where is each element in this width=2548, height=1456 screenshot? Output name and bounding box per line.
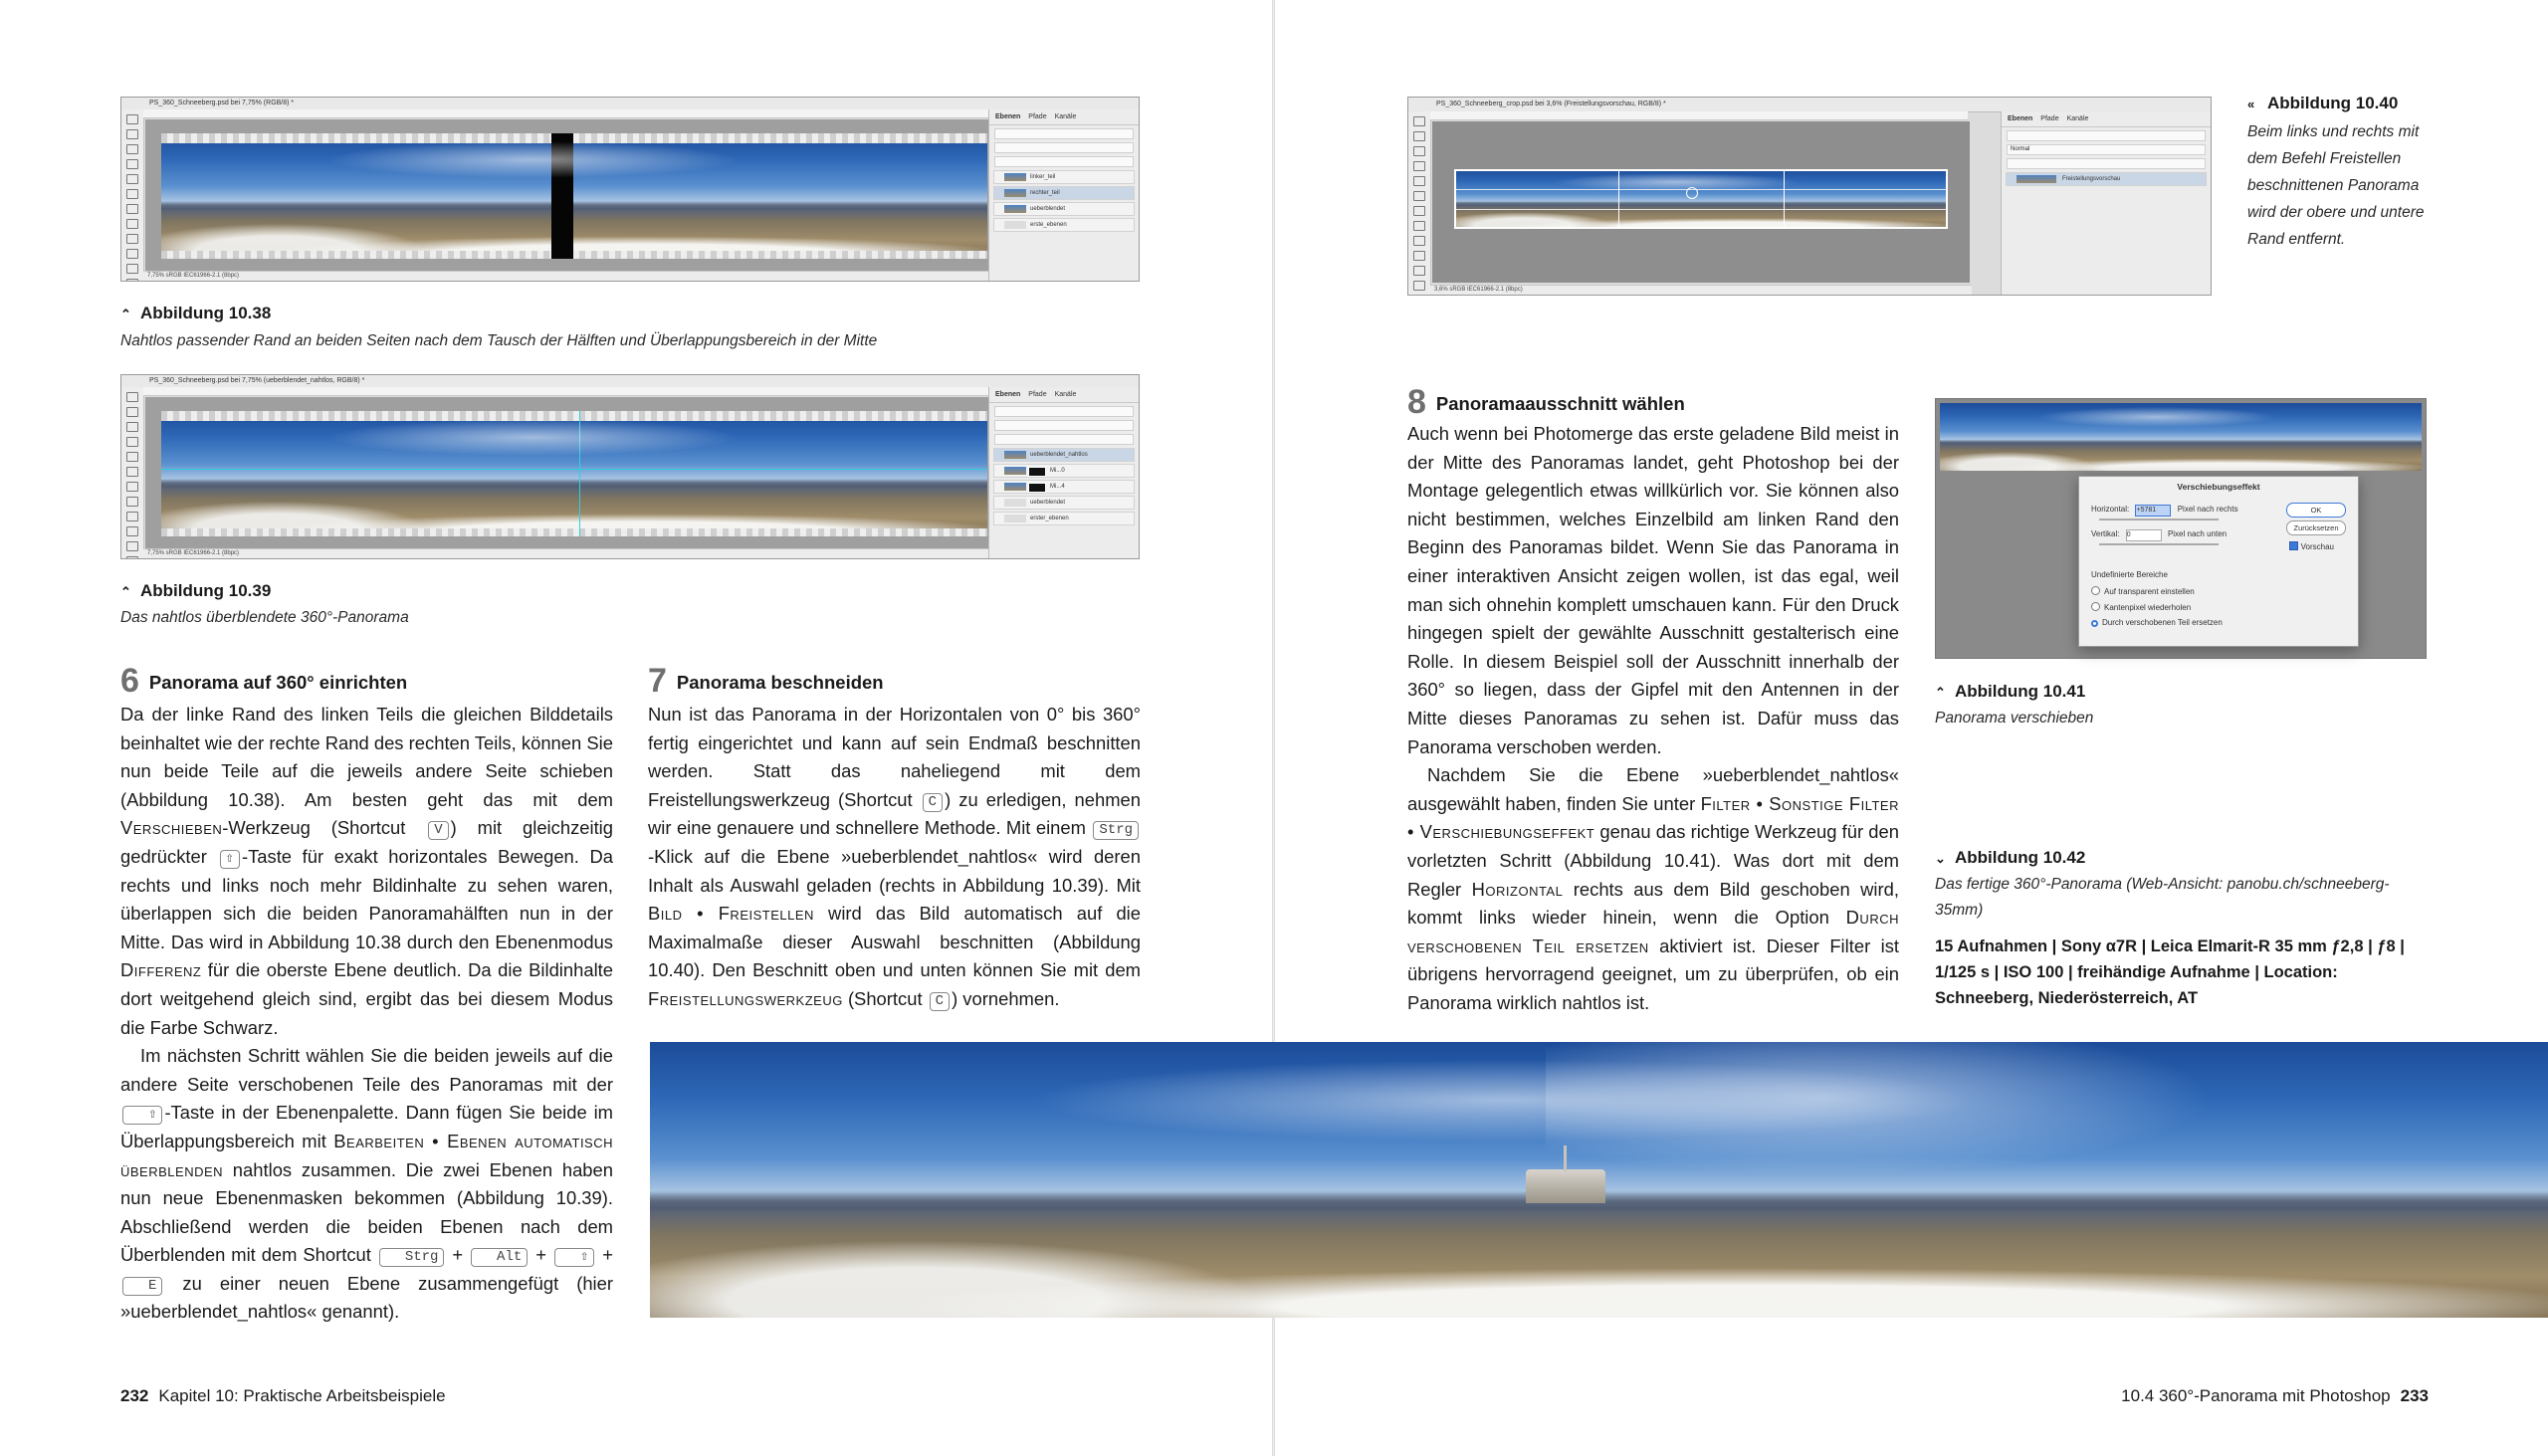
horizontal-slider[interactable] bbox=[2099, 519, 2219, 520]
radio-wrap-around[interactable]: Durch verschobenen Teil ersetzen bbox=[2091, 618, 2223, 627]
horizontal-input[interactable]: +5781 bbox=[2135, 505, 2171, 517]
tab-paths[interactable]: Pfade bbox=[2040, 115, 2059, 122]
ruler bbox=[143, 387, 1103, 396]
layer-item[interactable]: Freistellungsvorschau bbox=[2006, 172, 2207, 186]
antenna bbox=[1564, 1145, 1567, 1171]
dialog-title: Verschiebungseffekt bbox=[2177, 482, 2260, 492]
window-title: PS_360_Schneeberg.psd bei 7,75% (RGB/8) * bbox=[121, 98, 1139, 110]
caption-label: « Abbildung 10.40 bbox=[2247, 94, 2399, 112]
caption-label: ⌃ Abbildung 10.41 bbox=[1935, 682, 2086, 701]
caption-label: ⌃ Abbildung 10.38 bbox=[120, 304, 272, 322]
layer-item[interactable]: erste_ebenen bbox=[993, 218, 1135, 232]
layer-item[interactable]: Mi...0 bbox=[993, 464, 1135, 478]
tab-layers[interactable]: Ebenen bbox=[995, 113, 1021, 120]
caption-text: Nahtlos passender Rand an beiden Seiten nach dem Tausch der Hälften und Überlappungsbereich in der Mitte bbox=[120, 332, 878, 349]
ok-button[interactable]: OK bbox=[2286, 503, 2346, 518]
vertical-label: Vertikal: bbox=[2091, 529, 2120, 538]
tab-channels[interactable]: Kanäle bbox=[2066, 115, 2089, 122]
horizontal-label: Horizontal: bbox=[2091, 505, 2130, 514]
window-title: PS_360_Schneeberg_crop.psd bei 3,6% (Freistellungsvorschau, RGB/8) * bbox=[1408, 98, 2211, 112]
blend-mode-select[interactable]: Normal bbox=[2007, 144, 2206, 155]
page-number: 233 bbox=[2400, 1386, 2429, 1405]
tab-paths[interactable]: Pfade bbox=[1028, 113, 1047, 120]
caption-text: Beim links und rechts mit dem Befehl Freistellen beschnittenen Panorama wird der obere und untere Rand entfernt. bbox=[2247, 123, 2425, 248]
caption-text: Das fertige 360°-Panorama (Web-Ansicht: panobu.ch/schneeberg-35mm) bbox=[1935, 876, 2390, 919]
caption-label: ⌃ Abbildung 10.39 bbox=[120, 581, 272, 600]
left-folio bbox=[120, 1386, 446, 1406]
preview-checkbox[interactable]: Vorschau bbox=[2289, 541, 2334, 551]
layers-panel bbox=[988, 109, 1139, 281]
step-8-body: Auch wenn bei Photomerge das erste geladene Bild meist in der Mitte des Panoramas landet, geht Photoshop bei der Montage gelegentlich etwas willkürlich vor. Sie können also nicht bestimmen, welches Einzelbild am linken Rand den Beginn des Panoramas bildet. Wenn Sie das Panorama in einer interaktiven Ansicht zeigen wollen, ist das egal, weil man sich ohnehin komplett umschauen kann. Für den Druck hingegen spielt der gewählte Ausschnitt gestalterisch eine Rolle. In diesem Beispiel soll der Ausschnitt innerhalb der 360° so liegen, dass der Gipfel mit den Antennen in der Mitte dieses Panoramas zu sehen ist. Dafür muss das Panorama verschoben werden. Nachdem Sie die Ebene »ueberblendet_nahtlos« ausgewählt haben, finden Sie unter Filter • Sonstige Filter • Verschiebungseffekt genau das richtige Werkzeug für den vorletzten Schritt (Abbildung 10.41). Was dort mit dem Regler Horizontal rechts aus dem Bild geschoben wird, kommt links wieder hinein, wenn die Option Durch verschobenen Teil ersetzen aktiviert ist. Dieser Filter ist übrigens hervorragend geeignet, um zu überprüfen, ob ein Panorama wirklich nahtlos ist. bbox=[1407, 423, 1899, 1013]
vertical-input[interactable]: 0 bbox=[2126, 529, 2162, 541]
ruler bbox=[1430, 111, 1968, 120]
tab-channels[interactable]: Kanäle bbox=[1054, 391, 1077, 398]
step-heading: 6 Panorama auf 360° einrichten bbox=[120, 662, 408, 700]
layers-panel bbox=[988, 387, 1139, 558]
offset-dialog: Verschiebungseffekt Horizontal: +5781 Pixel nach rechts Vertikal: 0 Pixel nach unten OK Zurücksetzen Vorschau Undefinierte Bereiche Auf transparent einstellen Kantenpixel wiederholen Durch verschobenen Teil ersetzen bbox=[2078, 476, 2359, 647]
photo-details: 15 Aufnahmen | Sony α7R | Leica Elmarit-R 35 mm ƒ2,8 | ƒ8 | 1/125 s | ISO 100 | freihändige Aufnahme | Location: Schneeberg, Niederösterreich, AT bbox=[1935, 937, 2405, 1007]
running-head: Kapitel 10: Praktische Arbeitsbeispiele bbox=[158, 1386, 446, 1405]
reset-button[interactable]: Zurücksetzen bbox=[2286, 520, 2346, 535]
undefined-areas-label: Undefinierte Bereiche bbox=[2091, 570, 2168, 579]
radio-repeat-edge[interactable]: Kantenpixel wiederholen bbox=[2091, 602, 2191, 612]
step-heading: 7 Panorama beschneiden bbox=[648, 662, 884, 700]
tab-paths[interactable]: Pfade bbox=[1028, 391, 1047, 398]
ruler bbox=[143, 109, 1103, 118]
layer-item[interactable]: ueberblendet bbox=[993, 496, 1135, 510]
page-number: 232 bbox=[120, 1386, 149, 1405]
status-bar: 7,75% sRGB IEC61966-2.1 (8bpc) bbox=[143, 548, 1093, 558]
chevron-left-icon: « bbox=[2247, 97, 2255, 111]
crosshair-icon bbox=[1686, 187, 1698, 199]
tools-panel bbox=[121, 387, 144, 558]
tab-channels[interactable]: Kanäle bbox=[1054, 113, 1077, 120]
step-heading: 8 Panoramaausschnitt wählen bbox=[1407, 383, 1685, 421]
panorama-image bbox=[161, 133, 987, 259]
canvas bbox=[1432, 121, 1970, 283]
tab-layers[interactable]: Ebenen bbox=[995, 391, 1021, 398]
tools-panel bbox=[121, 109, 144, 281]
layer-item[interactable]: rechter_teil bbox=[993, 186, 1135, 200]
radio-transparent[interactable]: Auf transparent einstellen bbox=[2091, 586, 2195, 596]
step-7-body: Nun ist das Panorama in der Horizontalen von 0° bis 360° fertig eingerichtet und kann auf sein Endmaß beschnitten werden. Statt das naheliegend mit dem Freistellungswerkzeug (Shortcut C ) zu erledigen, nehmen wir eine genauere und schnellere Methode. Mit einem Strg-Klick auf die Ebene »ueberblendet_nahtlos« wird deren Inhalt als Auswahl geladen (rechts in Abbildung 10.39). Mit Bild • Freistellen wird das Bild automatisch auf die Maximalmaße dieser Auswahl beschnitten (Abbildung 10.40). Den Beschnitt oben und unten können Sie mit dem Freistellungswerkzeug (Shortcut C ) vornehmen. bbox=[648, 704, 1141, 1009]
caption-text: Das nahtlos überblendete 360°-Panorama bbox=[120, 609, 409, 626]
running-head: 10.4 360°-Panorama mit Photoshop bbox=[2121, 1386, 2391, 1405]
figure-10-40-screenshot bbox=[1407, 97, 2212, 296]
right-folio bbox=[2121, 1386, 2429, 1406]
figure-10-39-screenshot bbox=[120, 374, 1140, 559]
overlap-zone bbox=[551, 133, 573, 259]
summit-building bbox=[1526, 1169, 1605, 1203]
final-panorama-image bbox=[650, 1042, 2548, 1318]
canvas bbox=[145, 119, 1101, 271]
tab-layers[interactable]: Ebenen bbox=[2008, 115, 2033, 122]
chevron-up-icon: ⌃ bbox=[1935, 685, 1946, 700]
tools-panel bbox=[1408, 111, 1431, 295]
layer-item[interactable]: ueberblendet bbox=[993, 202, 1135, 216]
status-bar: 7,75% sRGB IEC61966-2.1 (8bpc) bbox=[143, 271, 1093, 281]
figure-10-38-screenshot bbox=[120, 97, 1140, 282]
window-title: PS_360_Schneeberg.psd bei 7,75% (ueberblendet_nahtlos, RGB/8) * bbox=[121, 375, 1139, 388]
layer-item[interactable]: erster_ebenen bbox=[993, 512, 1135, 525]
layer-item[interactable]: ueberblendet_nahtlos bbox=[993, 448, 1135, 462]
layer-item[interactable]: linker_teil bbox=[993, 170, 1135, 184]
canvas bbox=[145, 397, 1101, 548]
panorama-image bbox=[1940, 403, 2422, 471]
caption-text: Panorama verschieben bbox=[1935, 710, 2094, 727]
chevron-up-icon: ⌃ bbox=[120, 307, 131, 321]
layer-item[interactable]: Mi...4 bbox=[993, 480, 1135, 494]
chevron-up-icon: ⌃ bbox=[120, 584, 131, 599]
caption-label: ⌄ Abbildung 10.42 bbox=[1935, 848, 2086, 867]
vertical-slider[interactable] bbox=[2099, 543, 2219, 545]
status-bar: 3,6% sRGB IEC61966-2.1 (8bpc) bbox=[1430, 285, 1972, 295]
step-6-body: Da der linke Rand des linken Teils die gleichen Bilddetails beinhaltet wie der rechte Rand des rechten Teils, können Sie nun beide Teile auf die jeweils andere Seite schieben (Abbildung 10.38). Am besten geht das mit dem Verschieben-Werkzeug (Shortcut V ) mit gleichzeitig gedrückter ⇧ -Taste für exakt horizontales Bewegen. Da rechts und links noch mehr Bildinhalte zu sehen waren, überlappen sich die beiden Panoramahälften nun in der Mitte. Das wird in Abbildung 10.38 durch den Ebenenmodus Differenz für die oberste Ebene deutlich. Da die Bildinhalte dort weitgehend gleich sind, ergibt das bei diesem Modus die Farbe Schwarz. Im nächsten Schritt wählen Sie die beiden jeweils auf die andere Seite verschobenen Teile des Panoramas mit der ⇧ -Taste in der Ebenenpalette. Dann fügen Sie beide im Überlappungsbereich mit Bearbeiten • Ebenen automatisch überblenden nahtlos zusammen. Die zwei Ebenen haben nun neue Ebenenmasken bekommen (Abbildung 10.39). Abschließend werden die beiden Ebenen nach dem Überblenden mit dem Shortcut Strg + Alt + ⇧ + E zu einer neuen Ebene zusammengefügt (hier »ueberblendet_nahtlos« genannt). bbox=[120, 704, 614, 1323]
chevron-down-icon: ⌄ bbox=[1935, 851, 1946, 866]
panorama-image bbox=[161, 411, 987, 536]
layers-panel bbox=[2001, 111, 2211, 295]
